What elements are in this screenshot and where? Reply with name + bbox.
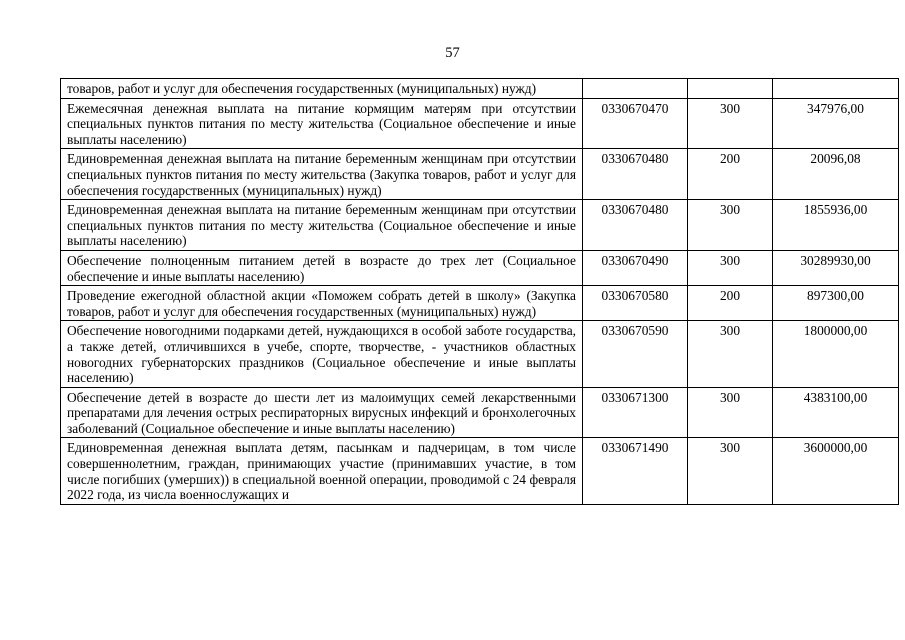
row-code: 0330670580: [583, 286, 688, 321]
row-amount: 1800000,00: [773, 321, 899, 387]
table-row: [61, 438, 899, 504]
table-row: [61, 79, 899, 99]
row-expense-type: 300: [688, 321, 773, 387]
row-description: Единовременная денежная выплата на питание беременным женщинам при отсутствии специальных пунктов питания по месту жительства (Закупка товаров, работ и услуг для обеспечения государственных (муниципальных) нужд): [61, 149, 583, 200]
table-row: [61, 149, 899, 200]
row-code: 0330670480: [583, 200, 688, 251]
row-description: Обеспечение полноценным питанием детей в возрасте до трех лет (Социальное обеспечение и иные выплаты населению): [61, 250, 583, 285]
budget-table: [60, 78, 899, 505]
table-row: [61, 321, 899, 387]
row-code: 0330670590: [583, 321, 688, 387]
row-amount: 347976,00: [773, 98, 899, 149]
row-expense-type: 200: [688, 286, 773, 321]
row-amount: 1855936,00: [773, 200, 899, 251]
table-row: [61, 250, 899, 285]
row-description: Проведение ежегодной областной акции «Поможем собрать детей в школу» (Закупка товаров, работ и услуг для обеспечения государственных (муниципальных) нужд): [61, 286, 583, 321]
row-code: 0330670470: [583, 98, 688, 149]
row-code: [583, 79, 688, 99]
row-expense-type: 300: [688, 250, 773, 285]
row-code: 0330670480: [583, 149, 688, 200]
row-description: Обеспечение детей в возрасте до шести лет из малоимущих семей лекарственными препаратами для лечения острых респираторных вирусных инфекций и бронхолегочных заболеваний (Социальное обеспечение и иные выплаты населению): [61, 387, 583, 438]
row-expense-type: 300: [688, 200, 773, 251]
row-expense-type: 300: [688, 98, 773, 149]
table-row: [61, 286, 899, 321]
row-amount: 20096,08: [773, 149, 899, 200]
row-code: 0330671490: [583, 438, 688, 504]
row-expense-type: 300: [688, 438, 773, 504]
row-description: Единовременная денежная выплата на питание беременным женщинам при отсутствии специальных пунктов питания по месту жительства (Социальное обеспечение и иные выплаты населению): [61, 200, 583, 251]
row-amount: 30289930,00: [773, 250, 899, 285]
row-code: 0330670490: [583, 250, 688, 285]
table-row: [61, 200, 899, 251]
page-number: 57: [445, 45, 460, 61]
row-expense-type: [688, 79, 773, 99]
row-description: Ежемесячная денежная выплата на питание кормящим матерям при отсутствии специальных пунктов питания по месту жительства (Социальное обеспечение и иные выплаты населению): [61, 98, 583, 149]
table-row: [61, 98, 899, 149]
row-expense-type: 200: [688, 149, 773, 200]
row-amount: 897300,00: [773, 286, 899, 321]
row-description: Обеспечение новогодними подарками детей, нуждающихся в особой заботе государства, а также детей, отличившихся в учебе, спорте, творчестве, - участников областных новогодних губернаторских праздников (Социальное обеспечение и иные выплаты населению): [61, 321, 583, 387]
row-description: товаров, работ и услуг для обеспечения государственных (муниципальных) нужд): [61, 79, 583, 99]
row-expense-type: 300: [688, 387, 773, 438]
row-amount: 3600000,00: [773, 438, 899, 504]
table-row: [61, 387, 899, 438]
row-amount: 4383100,00: [773, 387, 899, 438]
row-code: 0330671300: [583, 387, 688, 438]
row-description: Единовременная денежная выплата детям, пасынкам и падчерицам, в том числе совершеннолетним, граждан, принимающих участие (принимавших участие, в том числе погибших (умерших)) в специальной военной операции, проводимой с 24 февраля 2022 года, из числа военнослужащих и: [61, 438, 583, 504]
row-amount: [773, 79, 899, 99]
